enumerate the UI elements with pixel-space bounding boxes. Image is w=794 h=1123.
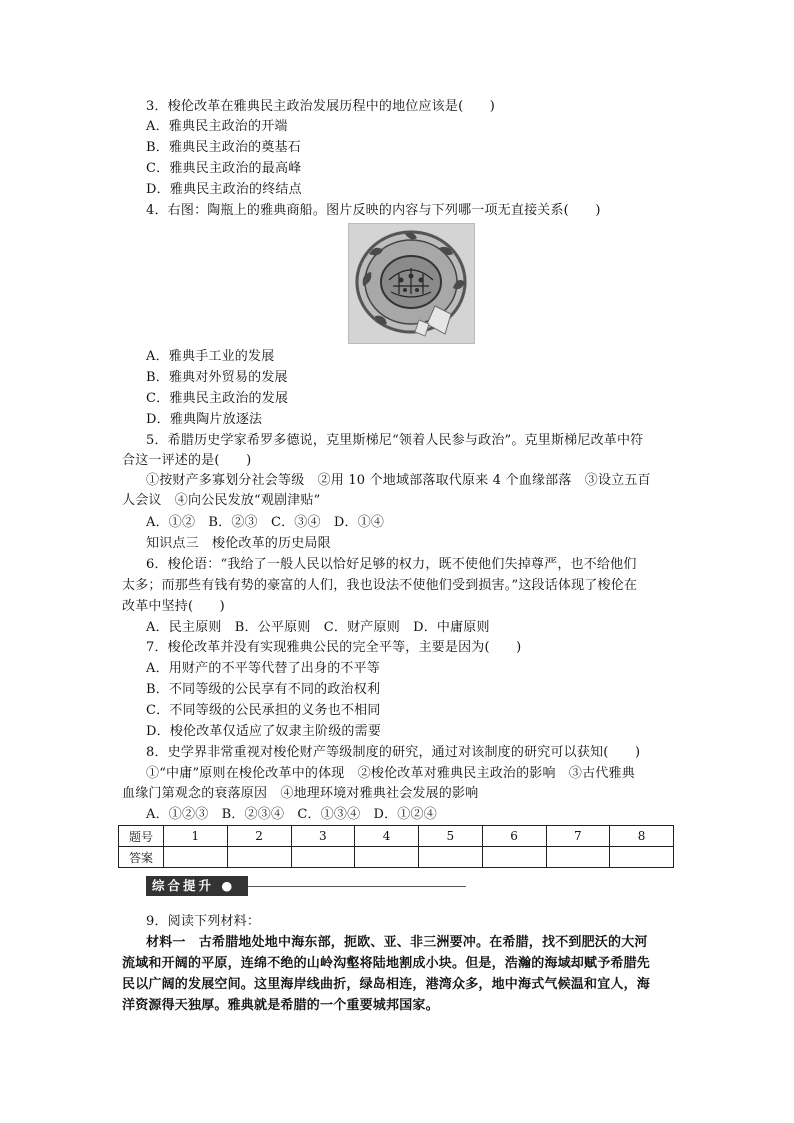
q7-option-c: C．不同等级的公民承担的义务也不相同	[146, 703, 381, 718]
answer-cell[interactable]	[291, 847, 355, 868]
q9-material-line1: 材料一 古希腊地处地中海东部，扼欧、亚、非三洲要冲。在希腊，找不到肥沃的大河	[146, 935, 648, 950]
answer-table-number: 4	[355, 826, 419, 847]
q5-stem-line2: 合这一评述的是( )	[122, 453, 252, 468]
pottery-plate-photo	[348, 223, 475, 344]
q9-stem: 9．阅读下列材料：	[146, 914, 261, 929]
answer-cell[interactable]	[546, 847, 610, 868]
q5-options: A．①② B．②③ C．③④ D．①④	[146, 515, 385, 530]
q8-stem: 8．史学界非常重视对梭伦财产等级制度的研究，通过对该制度的研究可以获知( )	[146, 745, 641, 760]
answer-cell[interactable]	[164, 847, 228, 868]
q7-stem: 7．梭伦改革并没有实现雅典公民的完全平等，主要是因为( )	[146, 640, 522, 655]
answer-table-number: 7	[546, 826, 610, 847]
q6-stem-line1: 6．梭伦语：“我给了一般人民以恰好足够的权力，既不使他们失掉尊严，也不给他们	[146, 557, 637, 572]
q7-option-a: A．用财产的不平等代替了出身的不平等	[146, 661, 380, 676]
banner-label: 综合提升 ●	[146, 876, 248, 896]
answer-cell[interactable]	[419, 847, 483, 868]
q4-option-c: C．雅典民主政治的发展	[146, 391, 289, 406]
q6-stem-line3: 改革中坚持( )	[122, 599, 225, 614]
q3-option-c: C．雅典民主政治的最高峰	[146, 161, 302, 176]
answer-cell[interactable]	[482, 847, 546, 868]
q9-material-line4: 洋资源得天独厚。雅典就是希腊的一个重要城邦国家。	[122, 998, 439, 1013]
q4-stem: 4．右图：陶瓶上的雅典商船。图片反映的内容与下列哪一项无直接关系( )	[146, 203, 601, 218]
answer-table-answer-row	[119, 847, 674, 868]
q9-material-line3: 民以广阔的发展空间。这里海岸线曲折，绿岛相连，港湾众多，地中海式气候温和宜人，海	[122, 977, 651, 992]
answer-cell[interactable]	[355, 847, 419, 868]
answer-table-number-label: 题号	[119, 826, 164, 847]
q6-stem-line2: 太多；而那些有钱有势的豪富的人们，我也设法不使他们受到损害。”这段话体现了梭伦在	[122, 578, 638, 593]
q3-stem: 3．梭伦改革在雅典民主政治发展历程中的地位应该是( )	[146, 99, 496, 114]
answer-table-number: 3	[291, 826, 355, 847]
answer-table-number: 5	[419, 826, 483, 847]
q5-stem-line1: 5．希腊历史学家希罗多德说，克里斯梯尼“领着人民参与政治”。克里斯梯尼改革中符	[146, 433, 644, 448]
q4-option-d: D．雅典陶片放逐法	[146, 412, 263, 427]
q6-options: A．民主原则 B．公平原则 C．财产原则 D．中庸原则	[146, 620, 490, 635]
q8-items-line1: ①“中庸”原则在梭伦改革中的体现 ②梭伦改革对雅典民主政治的影响 ③古代雅典	[146, 766, 635, 781]
q4-option-b: B．雅典对外贸易的发展	[146, 370, 288, 385]
q3-option-a: A．雅典民主政治的开端	[146, 119, 288, 134]
q4-option-a: A．雅典手工业的发展	[146, 349, 275, 364]
section-heading-3: 知识点三 梭伦改革的历史局限	[146, 536, 331, 551]
answer-table-number: 8	[610, 826, 674, 847]
q7-option-b: B．不同等级的公民享有不同的政治权利	[146, 682, 381, 697]
answer-table-number-row	[119, 826, 674, 847]
answer-table-number: 1	[164, 826, 228, 847]
q9-material-line2: 流域和开阔的平原，连绵不绝的山岭沟壑将陆地割成小块。但是，浩瀚的海域却赋予希腊先	[122, 956, 651, 971]
answer-cell[interactable]	[227, 847, 291, 868]
q3-option-b: B．雅典民主政治的奠基石	[146, 140, 301, 155]
answer-table	[118, 825, 674, 868]
q7-option-d: D．梭伦改革仅适应了奴隶主阶级的需要	[146, 724, 382, 739]
bullet-circle-icon: ●	[221, 878, 236, 893]
answer-table-number: 2	[227, 826, 291, 847]
answer-table-number: 6	[482, 826, 546, 847]
q8-items-line2: 血缘门第观念的衰落原因 ④地理环境对雅典社会发展的影响	[122, 786, 479, 801]
q5-items-line2: 人会议 ④向公民发放“观剧津贴”	[122, 493, 321, 508]
q3-option-d: D．雅典民主政治的终结点	[146, 182, 302, 197]
q5-items-line1: ①按财产多寡划分社会等级 ②用 10 个地域部落取代原来 4 个血缘部落 ③设立五百	[146, 473, 651, 488]
answer-table-answer-label: 答案	[119, 847, 164, 868]
section-banner	[146, 876, 466, 896]
answer-cell[interactable]	[610, 847, 674, 868]
q8-options: A．①②③ B．②③④ C．①③④ D．①②④	[146, 807, 437, 822]
banner-rule	[248, 886, 466, 887]
